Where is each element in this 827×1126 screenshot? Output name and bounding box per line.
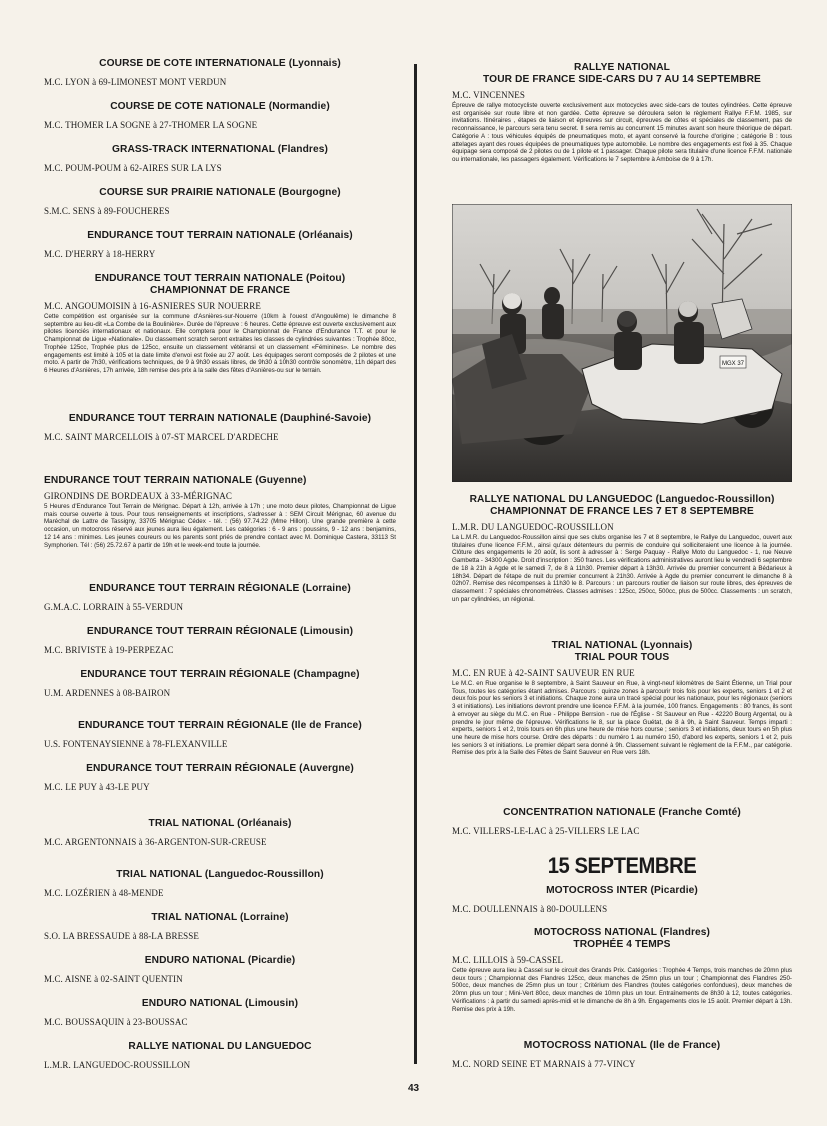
- event-entry: [44, 144, 396, 174]
- event-title: COURSE SUR PRAIRIE NATIONALE (Bourgogne): [99, 187, 341, 198]
- event-title: ENDURANCE TOUT TERRAIN NATIONALE (Dauphiné-Savoie): [68, 413, 372, 424]
- event-club: S.O. LA BRESSAUDE à 88-LA BRESSE: [44, 931, 199, 941]
- event-title: RALLYE NATIONAL DU LANGUEDOC (Languedoc-Roussillon): [469, 494, 775, 505]
- event-title: RALLYE NATIONAL: [573, 62, 671, 73]
- event-description: Cette compétition est organisée sur la commune d'Asnières-sur-Nouerre (10km à l'ouest d'Angoulême) le dimanche 8 septembre au lieu-dit «La Combe de la Boulinière». Durée de l'épreuve : 6 heures. Cette épreuve est ouverte exclusivement aux pilotes licenciés internationaux et nationaux. Elle comptera pour le Championnat de France d'Endurance T.T. et pour le Championnat de Ligue «Nationale». Du classement scratch seront extraites les classes de cylindrées suivantes : Trophée 80cc, Trophée 125cc, Trophée plus de 125cc, ensuite un classement vétéransi et un classement «Féminines». Le nombre des engagements est limité à 105 et la date limite d'envoi est fixée au 27 août. Les équipages seront composés de 2 pilotes et une moto. A partir de 7h30, vérifications techniques, de 9 à 9h30 essais libres, de 9h30 à 10h30 contrôle sonomètre, 11h départ des 6 Heures d'Asnières, 17h arrivée, 18h remise des prix à la salle des fêtes d'Asnières-ou sur le terrain.: [44, 313, 396, 374]
- event-entry: [44, 583, 396, 613]
- sidecar-photo-image: [452, 204, 792, 482]
- event-description: Épreuve de rallye motocycliste ouverte exclusivement aux motocycles avec side-cars de toutes cylindrées. Cette épreuve est organisée sur route libre et non gardée. Cette épreuve se déroulera selon le règlement Rallye F.F.M. 1985, sur invitations. Itinéraires , étapes de liaison et épreuves sur circuit, épreuves de côtes et spéciales de classement, pas de reconnaissance, le parcours sera tenu secret. Il sera remis au concurrent 15 minutes avant son heure théorique de départ. Catégorie A : tous véhicules équipés de pneumatiques moto, et ayant conservé la fourche d'origine ; catégorie B : tous attelages ayant des roues équipées de pneumatiques type automobile. Le nombre des engagements est fixé à 35. Chaque équipage sera composé de 2 pilotes ou de 1 pilote et 1 passager. Chaque pilote sera titulaire d'une licence F.F.M. nationale ou internationale, les passagers également. Vérifications le 7 septembre à Amboise de 9 à 17h.: [452, 102, 792, 163]
- event-club: M.C. AISNE à 02-SAINT QUENTIN: [44, 974, 183, 984]
- event-description: La L.M.R. du Languedoc-Roussillon ainsi que ses clubs organise les 7 et 8 septembre, le Rallye du Languedoc, ouvert aux titulaires d'une licence F.F.M., ainsi qu'aux détenteurs du permis de conduire qui solliciteraient une licence à la journée. Clôture des engagements le 20 août, lis sont à adresser à : Serge Paquay - Rallye Moto du Languedoc - 1, rue Neuve Gambetta - 34300 Agde. Droit d'inscription : 350 francs. Les vérifications administratives auront lieu le vendredi 6 septembre de 18 à 21h à Agde et le samedi 7, de 8 à 11h30. Premier départ à 13h30. Arrivée du premier concurrent à Bédarieux à 18h34. Départ de l'étape de nuit du premier concurrent à 21h30. Arrivée à Agde du premier concurrent le dimanche 8 à 02h07. Remise des récompenses à 11h30 le 8. Parcours : un parcours routier de liaison sur route libres, des épreuves de classement : 7 spéciales chronométrées. Classes admises : 125cc, 250cc, 500cc, plus de 500cc. Classements : un scratch, un par cylindrées, un régional.: [452, 534, 792, 603]
- page-number: 43: [407, 1083, 420, 1094]
- event-club: M.C. LILLOIS à 59-CASSEL: [452, 955, 564, 965]
- event-club: G.M.A.C. LORRAIN à 55-VERDUN: [44, 602, 184, 612]
- event-title: ENDURANCE TOUT TERRAIN RÉGIONALE (Lorraine): [89, 583, 351, 594]
- event-entry: [452, 640, 792, 757]
- event-entry: [452, 494, 792, 603]
- event-club: M.C. DOULLENNAIS à 80-DOULLENS: [452, 904, 608, 914]
- column-divider: [414, 64, 417, 1064]
- event-title: ENDURANCE TOUT TERRAIN NATIONALE (Guyenne): [44, 475, 307, 486]
- event-club: M.C. D'HERRY à 18-HERRY: [44, 249, 156, 259]
- event-title: ENDURANCE TOUT TERRAIN RÉGIONALE (Champagne): [80, 669, 360, 680]
- event-entry: [44, 58, 396, 88]
- event-title: GRASS-TRACK INTERNATIONAL (Flandres): [111, 144, 329, 155]
- event-club: M.C. ARGENTONNAIS à 36-ARGENTON-SUR-CREUSE: [44, 837, 267, 847]
- event-club: U.M. ARDENNES à 08-BAIRON: [44, 688, 171, 698]
- event-club: L.M.R. DU LANGUEDOC-ROUSSILLON: [452, 522, 614, 532]
- event-club: M.C. BOUSSAQUIN à 23-BOUSSAC: [44, 1017, 188, 1027]
- event-club: M.C. THOMER LA SOGNE à 27-THOMER LA SOGNE: [44, 120, 258, 130]
- sidecar-photo: [452, 204, 792, 482]
- event-club: M.C. SAINT MARCELLOIS à 07-ST MARCEL D'ARDECHE: [44, 432, 279, 442]
- event-subtitle: CHAMPIONNAT DE FRANCE: [149, 285, 290, 296]
- event-subtitle: TRIAL POUR TOUS: [574, 652, 670, 663]
- event-entry: [44, 720, 396, 750]
- event-club: M.C. LE PUY à 43-LE PUY: [44, 782, 150, 792]
- event-entry: [44, 475, 396, 549]
- event-title: ENDURANCE TOUT TERRAIN RÉGIONALE (Limousin): [86, 626, 354, 637]
- event-entry: [44, 955, 396, 985]
- event-club: M.C. LYON à 69-LIMONEST MONT VERDUN: [44, 77, 227, 87]
- event-title: CONCENTRATION NATIONALE (Franche Comté): [503, 807, 741, 818]
- event-title: ENDURANCE TOUT TERRAIN NATIONALE (Orléanais): [87, 230, 353, 241]
- event-entry: [44, 101, 396, 131]
- event-entry: [44, 187, 396, 217]
- event-entry: [44, 1041, 396, 1071]
- event-title: COURSE DE COTE NATIONALE (Normandie): [110, 101, 330, 112]
- event-entry: [44, 912, 396, 942]
- event-title: RALLYE NATIONAL DU LANGUEDOC: [128, 1041, 312, 1052]
- event-entry: [44, 669, 396, 699]
- event-entry: [44, 998, 396, 1028]
- event-title: COURSE DE COTE INTERNATIONALE (Lyonnais): [99, 58, 341, 69]
- event-subtitle: CHAMPIONNAT DE FRANCE LES 7 ET 8 SEPTEMBRE: [490, 506, 754, 517]
- event-entry: [44, 763, 396, 793]
- event-title: ENDURO NATIONAL (Picardie): [144, 955, 296, 966]
- event-club: M.C. BRIVISTE à 19-PERPEZAC: [44, 645, 174, 655]
- event-subtitle: TROPHÉE 4 TEMPS: [573, 939, 671, 950]
- date-heading: 15 SEPTEMBRE: [547, 853, 697, 878]
- event-club: L.M.R. LANGUEDOC-ROUSSILLON: [44, 1060, 191, 1070]
- event-entry: [44, 413, 396, 443]
- event-title: MOTOCROSS NATIONAL (Flandres): [533, 927, 711, 938]
- event-entry: [44, 273, 396, 375]
- event-title: TRIAL NATIONAL (Lorraine): [151, 912, 289, 923]
- sidecar-number-plate: MGX 37: [721, 361, 745, 367]
- event-subtitle: TOUR DE FRANCE SIDE-CARS DU 7 AU 14 SEPTEMBRE: [483, 74, 761, 85]
- event-entry: [44, 230, 396, 260]
- event-club: S.M.C. SENS à 89-FOUCHERES: [44, 206, 170, 216]
- date-heading-entry: [452, 853, 792, 879]
- event-description: 5 Heures d'Endurance Tout Terrain de Mérignac. Départ à 12h, arrivée à 17h ; une moto deux pilotes, Championnat de Ligue mais course ouverte à tous. Pour tous renseignements et inscriptions, s'adresser à : SEM Circuit Mérignac, 60 avenue du Maréchal de Lattre de Tassigny, 33705 Mérignac Cédex - tél. : (56) 97.74.22 (Mme Hillon). Une grande première à cette occasion, un motocross réservé aux jeunes aura lieu également. Les catégories : 6 - 9 ans : poussins, 9 - 12 ans : benjamins, 12 14 ans : minimes. Les jeunes coureurs ou les parents sont priés de prendre contact avec M. Dominique Castera, 33113 St Symphorien. Tél : (56) 25.72.67 à partir de 19h et le week-end toute la journée.: [44, 503, 396, 549]
- event-entry: [452, 927, 792, 1013]
- event-title: ENDURANCE TOUT TERRAIN RÉGIONALE (Ile de France): [78, 720, 362, 731]
- event-title: TRIAL NATIONAL (Orléanais): [148, 818, 292, 829]
- event-club: M.C. EN RUE à 42-SAINT SAUVEUR EN RUE: [452, 668, 635, 678]
- event-club: U.S. FONTENAYSIENNE à 78-FLEXANVILLE: [44, 739, 228, 749]
- event-club: M.C. VINCENNES: [452, 90, 525, 100]
- event-title: ENDURO NATIONAL (Limousin): [141, 998, 299, 1009]
- event-club: GIRONDINS DE BORDEAUX à 33-MÉRIGNAC: [44, 491, 232, 501]
- event-entry: [44, 626, 396, 656]
- event-title: ENDURANCE TOUT TERRAIN RÉGIONALE (Auvergne): [86, 763, 354, 774]
- event-club: M.C. NORD SEINE ET MARNAIS à 77-VINCY: [452, 1059, 636, 1069]
- event-title: MOTOCROSS INTER (Picardie): [546, 885, 698, 896]
- event-club: M.C. POUM-POUM à 62-AIRES SUR LA LYS: [44, 163, 222, 173]
- event-entry: [44, 869, 396, 899]
- event-entry: [44, 818, 396, 848]
- event-entry: [452, 1040, 792, 1070]
- event-entry: [452, 62, 792, 164]
- event-title: TRIAL NATIONAL (Lyonnais): [551, 640, 693, 651]
- event-description: Cette épreuve aura lieu à Cassel sur le circuit des Grands Prix. Catégories : Trophée 4 Temps, trois manches de 20mn plus deux tours ; Championnat des Flandres 125cc, deux manches de 25mn plus un tour ; Championnat des Flandres 250-500cc, deux manches de 25mn plus un tour ; Critérium des Flandres (toutes catégories confondues), deux manches de 20mn plus un tour ; Mini-Vert 80cc, deux manches de 10mn plus un tour. Entraînements de 8h30 à 12, toutes catégories. Vérifications : à partir du samedi après-midi et le dimanche de 8h à 9h. Engagements clos le 15 août. Premier départ à 13h. Remise des prix à 19h.: [452, 967, 792, 1013]
- event-club: M.C. ANGOUMOISIN à 16-ASNIERES SUR NOUERRE: [44, 301, 261, 311]
- event-entry: [452, 807, 792, 837]
- event-title: MOTOCROSS NATIONAL (Ile de France): [523, 1040, 721, 1051]
- event-club: M.C. LOZÉRIEN à 48-MENDE: [44, 888, 164, 898]
- event-description: Le M.C. en Rue organise le 8 septembre, à Saint Sauveur en Rue, à vingt-neuf kilomètres de Saint Étienne, un Trial pour Tous, toutes les catégories étant admises. Parcours : quinze zones à parcourir trois fois pour les experts, seniors 1 et 2 et deux fois pour les seniors 3 et initiations. Chaque zone aura un tracé spécial pour les nationaux, pour les régionaux (seniors 3 et initiations). Les initiations devront prendre une licence F.F.M. à la journée, 100 francs. Engagements : 80 francs, ils sont à envoyer au siège du M.C. en Rue - Philippe Berrsion - rue de l'Église - St Sauveur en Rue - 42220 Bourg Argental, ou à prendre le jour même de l'épreuve. Vérifications le 8, sur la place Guétat, de 8 à 9h, à Saint Sauveur. Temps imparti : experts, seniors 1 et 2, trois tours en 6h plus une heure de mise hors course ; seniors 3 et initiations, deux tours en 5h plus une heure de mise hors course. Ordre des départs : du numéro 1 au numéro 150, d'abord les experts, seniors 1 et 2, puis les seniors 3 et initiations. Le premier départ sera donné à 9h. Classement suivant le règlement de la F.F.M., par catégorie. Remise des prix à la Salle des Fêtes de Saint Sauveur en Rue vers 18h.: [452, 680, 792, 757]
- event-title: ENDURANCE TOUT TERRAIN NATIONALE (Poitou): [94, 273, 346, 284]
- event-club: M.C. VILLERS-LE-LAC à 25-VILLERS LE LAC: [452, 826, 640, 836]
- event-title: TRIAL NATIONAL (Languedoc-Roussillon): [116, 869, 324, 880]
- event-entry: [452, 885, 792, 915]
